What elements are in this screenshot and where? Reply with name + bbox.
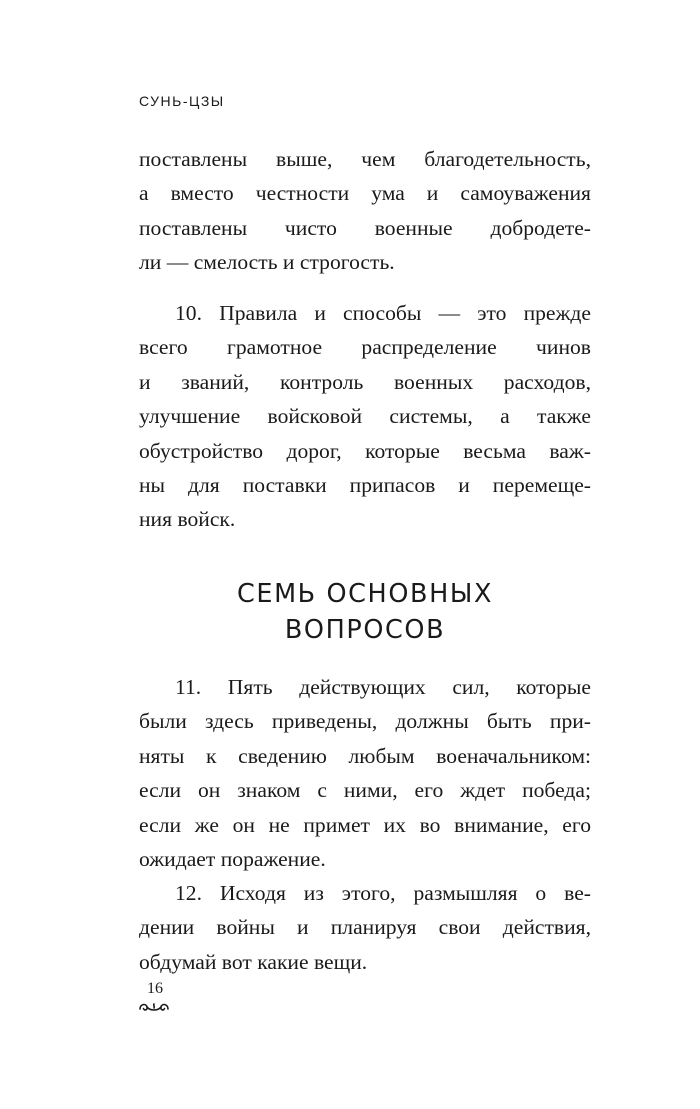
text-line: поставлены выше, чем благодетельность, <box>139 147 591 171</box>
paragraph-11 <box>139 670 591 876</box>
text-line: няты к сведению любым военачальником: <box>139 743 591 768</box>
text-line: обустройство дорог, которые весьма важ- <box>139 438 591 463</box>
text-line: а вместо честности ума и самоуважения <box>139 181 591 206</box>
text-line: если же он не примет их во внимание, его <box>139 812 591 837</box>
text-line: 11. Пять действующих сил, которые <box>175 675 591 699</box>
text-line: ны для поставки припасов и перемеще- <box>139 472 591 497</box>
text-line: если он знаком с ними, его ждет победа; <box>139 778 591 803</box>
text-line: улучшение войсковой системы, а также <box>139 404 591 429</box>
text-line: и званий, контроль военных расходов, <box>139 369 591 394</box>
text-line: обдумай вот какие вещи. <box>139 949 368 974</box>
text-line: ния войск. <box>139 507 236 532</box>
scroll-ornament-icon <box>138 1000 170 1014</box>
text-line: поставлены чисто военные добродете- <box>139 215 591 240</box>
text-line: ли — смелость и строгость. <box>139 250 395 275</box>
section-heading <box>139 576 591 648</box>
paragraph-12 <box>139 876 591 979</box>
text-line: 12. Исходя из этого, размышляя о ве- <box>175 881 591 905</box>
paragraph-1 <box>139 142 591 280</box>
page-number: 16 <box>147 980 163 997</box>
text-line: были здесь приведены, должны быть при- <box>139 709 591 734</box>
text-line: всего грамотное распределение чинов <box>139 335 591 360</box>
text-line: дении войны и планируя свои действия, <box>139 915 591 940</box>
section-heading-line-2: ВОПРОСОВ <box>284 615 446 645</box>
text-line: 10. Правила и способы — это прежде <box>175 301 591 325</box>
running-head: СУНЬ-ЦЗЫ <box>139 93 225 109</box>
text-line: ожидает поражение. <box>139 846 326 871</box>
paragraph-10 <box>139 296 591 537</box>
section-heading-line-1: СЕМЬ ОСНОВНЫХ <box>236 579 494 609</box>
